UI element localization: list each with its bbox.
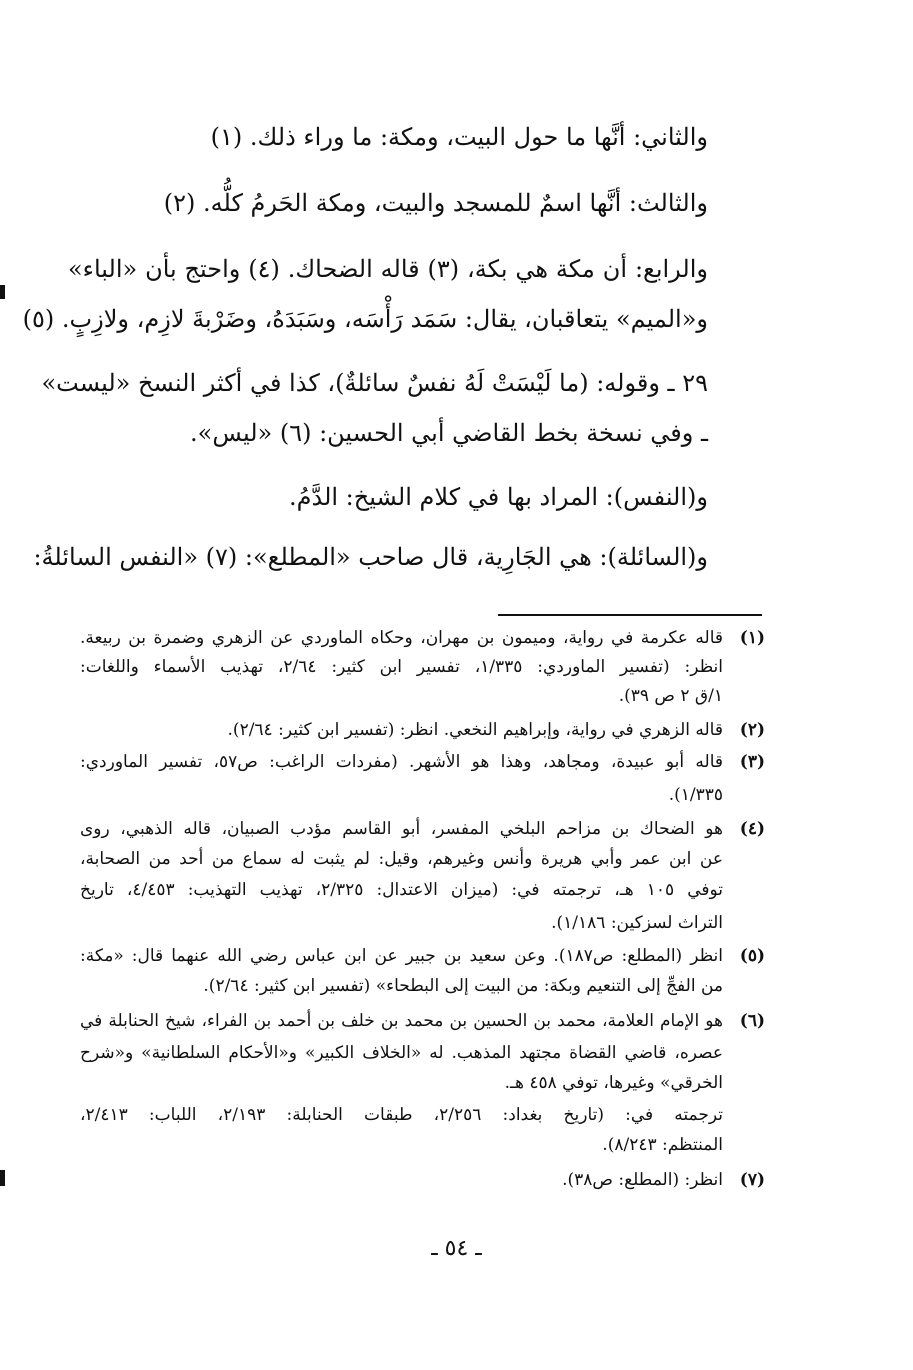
footnote-line: عصره، قاضي القضاة مجتهد المذهب. له «الخلاف الكبير» و«الأحكام السلطانية» و«شرح — [80, 1043, 723, 1063]
footnote-number: (٥) — [739, 946, 765, 966]
footnote-line: هو الإمام العلامة، محمد بن الحسين بن محمد بن خلف بن أحمد بن الفراء، شيخ الحنابلة في — [80, 1011, 723, 1031]
footnote-number: (١) — [739, 628, 765, 648]
page-number: ـ ٥٤ ـ — [431, 1236, 482, 1261]
footnote-line: توفي ١٠٥ هـ، ترجمته في: (ميزان الاعتدال: ٢/٣٢٥، تهذيب التهذيب: ٤/٤٥٣، تاريخ — [80, 880, 724, 900]
main-line-1: والثاني: أنَّها ما حول البيت، ومكة: ما وراء ذلك. (١) — [210, 123, 708, 151]
footnote-number: (٧) — [739, 1170, 765, 1190]
footnote-line: انظر: (المطلع: ص٣٨). — [562, 1170, 723, 1190]
scan-edge-mark — [0, 1170, 5, 1186]
footnote-line: قاله الزهري في رواية، وإبراهيم النخعي. انظر: (تفسير ابن كثير: ٢/٦٤). — [227, 720, 723, 740]
footnote-line: عن ابن عمر وأبي هريرة وأنس وغيرهم، وقيل: لم يثبت له سماع من أحد من الصحابة، — [80, 849, 723, 869]
footnote-line: ١/٣٣٥). — [668, 785, 723, 805]
footnote-divider — [498, 614, 762, 616]
main-line-8: و(السائلة): هي الجَارِية، قال صاحب «المطلع»: (٧) «النفس السائلةُ: — [33, 543, 708, 571]
footnote-number: (٢) — [739, 720, 765, 740]
main-line-2: والثالث: أنَّها اسمٌ للمسجد والبيت، ومكة الحَرمُ كلُّه. (٢) — [163, 189, 708, 217]
main-line-7: و(النفس): المراد بها في كلام الشيخ: الدَّمُ. — [288, 483, 708, 511]
main-line-5: ٢٩ ـ وقوله: (ما لَيْسَتْ لَهُ نفسٌ سائلةٌ)، كذا في أكثر النسخ «ليست» — [41, 369, 708, 397]
footnote-line: انظر: (تفسير الماوردي: ١/٣٣٥، تفسير ابن كثير: ٢/٦٤، تهذيب الأسماء واللغات: — [80, 657, 724, 677]
footnote-line: قاله عكرمة في رواية، وميمون بن مهران، وحكاه الماوردي عن الزهري وضمرة بن ربيعة. — [80, 628, 723, 648]
main-line-6: ـ وفي نسخة بخط القاضي أبي الحسين: (٦) «ليس». — [190, 419, 708, 447]
footnote-line: المنتظم: ٨/٢٤٣). — [602, 1135, 723, 1155]
main-line-4: و«الميم» يتعاقبان، يقال: سَمَد رَأْسَه، وسَبَدَهُ، وضَرْبةَ لازِم، ولازِبٍ. (٥) — [22, 305, 708, 333]
footnote-line: انظر (المطلع: ص١٨٧). وعن سعيد بن جبير عن ابن عباس رضي الله عنهما قال: «مكة: — [80, 946, 723, 966]
footnote-line: من الفجِّ إلى التنعيم وبكة: من البيت إلى البطحاء» (تفسير ابن كثير: ٢/٦٤). — [203, 976, 723, 996]
footnote-line: قاله أبو عبيدة، ومجاهد، وهذا هو الأشهر. (مفردات الراغب: ص٥٧، تفسير الماوردي: — [80, 752, 724, 772]
footnote-line: ١/ق ٢ ص ٣٩). — [618, 686, 723, 706]
main-line-3: والرابع: أن مكة هي بكة، (٣) قاله الضحاك. (٤) واحتج بأن «الباء» — [68, 255, 708, 283]
scan-edge-mark — [0, 285, 5, 299]
footnote-line: هو الضحاك بن مزاحم البلخي المفسر، أبو القاسم مؤدب الصبيان، قاله الذهبي، روى — [80, 819, 723, 839]
footnote-line: التراث لسزكين: ١/١٨٦). — [551, 913, 723, 933]
footnote-number: (٦) — [739, 1011, 765, 1031]
footnote-line: ترجمته في: (تاريخ بغداد: ٢/٢٥٦، طبقات الحنابلة: ٢/١٩٣، اللباب: ٢/٤١٣، — [80, 1105, 724, 1125]
footnote-number: (٣) — [739, 752, 765, 772]
footnote-line: الخرقي» وغيرها، توفي ٤٥٨ هـ. — [504, 1073, 723, 1093]
footnote-number: (٤) — [739, 819, 765, 839]
